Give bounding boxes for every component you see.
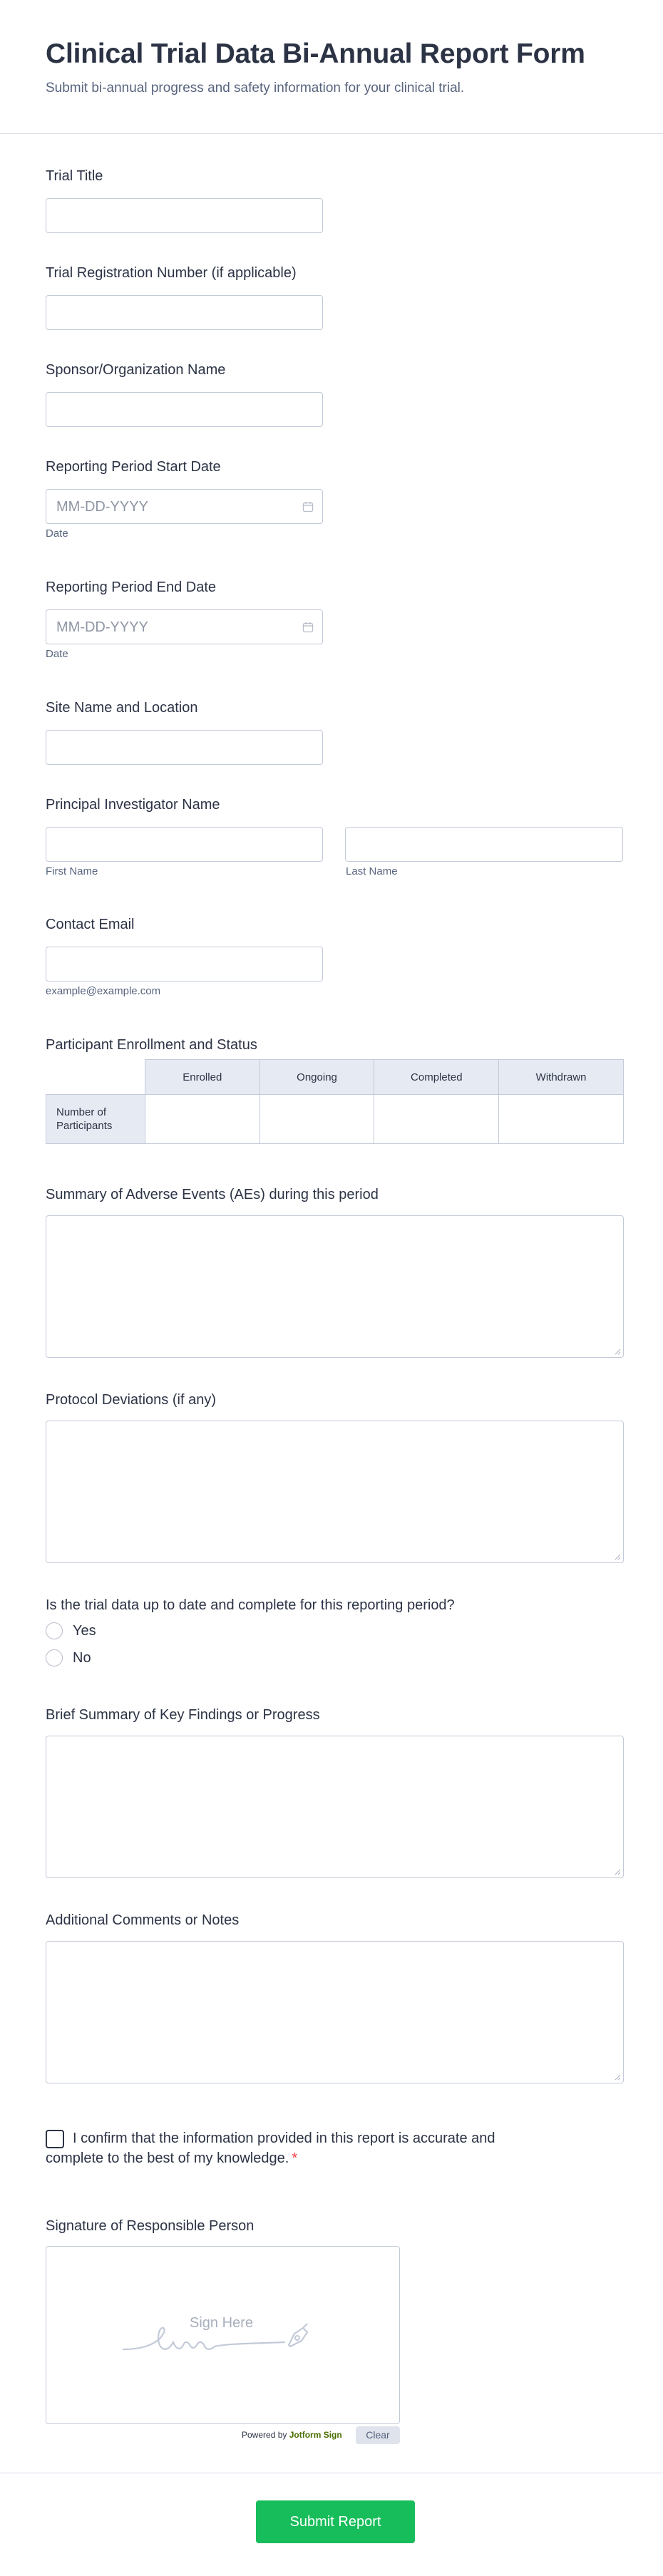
ongoing-cell-input[interactable]	[259, 1095, 374, 1144]
field-sponsor	[46, 361, 623, 378]
first-name-input[interactable]	[46, 827, 323, 862]
resize-handle-icon[interactable]	[614, 1553, 621, 1560]
field-data-complete	[46, 1597, 623, 1666]
consent-label[interactable]	[46, 2128, 495, 2168]
enrolled-cell-input[interactable]	[145, 1095, 259, 1144]
radio-no[interactable]	[46, 1649, 63, 1666]
signature-label: Signature of Responsible Person	[46, 2218, 255, 2234]
consent-line-1: I confirm that the information provided in this report is accurate and	[73, 2131, 495, 2146]
field-start-date	[46, 458, 623, 540]
field-email	[46, 916, 623, 997]
end-date-sublabel: Date	[46, 648, 68, 660]
trial-title-input[interactable]	[46, 198, 323, 233]
field-trial-title	[46, 168, 623, 185]
deviations-textarea[interactable]	[46, 1421, 624, 1563]
start-date-placeholder: MM-DD-YYYY	[56, 499, 148, 515]
option-yes[interactable]	[46, 1622, 96, 1639]
column-header-completed: Completed	[374, 1060, 499, 1095]
field-signature	[46, 2217, 623, 2441]
end-date-placeholder: MM-DD-YYYY	[56, 619, 148, 635]
row-header-line-1: Number of	[56, 1106, 107, 1118]
last-name-input[interactable]	[345, 827, 623, 862]
radio-yes[interactable]	[46, 1622, 63, 1639]
table-corner	[46, 1060, 145, 1095]
enrollment-table	[46, 1059, 624, 1144]
start-date-input[interactable]	[46, 489, 323, 524]
column-header-ongoing: Ongoing	[259, 1060, 374, 1095]
sponsor-label: Sponsor/Organization Name	[46, 362, 226, 378]
site-input[interactable]	[46, 730, 323, 765]
form-title: Clinical Trial Data Bi-Annual Report Form	[46, 38, 585, 69]
adverse-events-label: Summary of Adverse Events (AEs) during this period	[46, 1187, 379, 1202]
email-label: Contact Email	[46, 917, 135, 932]
consent-line-2: complete to the best of my knowledge.	[46, 2150, 289, 2166]
field-registration-number	[46, 264, 623, 282]
option-no[interactable]	[46, 1649, 91, 1666]
resize-handle-icon[interactable]	[614, 2073, 621, 2081]
field-comments	[46, 1912, 623, 1929]
field-adverse-events	[46, 1186, 623, 1203]
site-label: Site Name and Location	[46, 700, 198, 716]
column-header-withdrawn: Withdrawn	[499, 1060, 624, 1095]
powered-brand: Jotform Sign	[289, 2430, 342, 2440]
resize-handle-icon[interactable]	[614, 1868, 621, 1875]
investigator-label: Principal Investigator Name	[46, 797, 220, 813]
clear-signature-button[interactable]: Clear	[356, 2426, 400, 2444]
comments-textarea[interactable]	[46, 1941, 624, 2083]
option-yes-label[interactable]: Yes	[73, 1622, 96, 1639]
resize-handle-icon[interactable]	[614, 1348, 621, 1355]
form-header	[0, 0, 663, 134]
email-input[interactable]	[46, 947, 323, 982]
findings-label: Brief Summary of Key Findings or Progress	[46, 1707, 320, 1723]
field-end-date	[46, 579, 623, 660]
calendar-icon[interactable]	[302, 622, 314, 633]
start-date-label: Reporting Period Start Date	[46, 459, 221, 475]
calendar-icon[interactable]	[302, 501, 314, 512]
powered-by	[242, 2430, 342, 2440]
comments-label: Additional Comments or Notes	[46, 1912, 240, 1928]
enrollment-label: Participant Enrollment and Status	[46, 1037, 257, 1053]
signature-placeholder: Sign Here	[190, 2315, 253, 2331]
end-date-label: Reporting Period End Date	[46, 579, 217, 595]
row-header-participants	[46, 1095, 145, 1144]
sponsor-input[interactable]	[46, 392, 323, 427]
end-date-input[interactable]	[46, 609, 323, 644]
field-findings	[46, 1706, 623, 1724]
submit-button[interactable]: Submit Report	[256, 2500, 415, 2543]
consent-line-2-wrap	[46, 2148, 495, 2168]
signature-scribble-icon	[120, 2318, 334, 2361]
start-date-sublabel: Date	[46, 527, 68, 540]
form-subtitle: Submit bi-annual progress and safety information for your clinical trial.	[46, 81, 465, 96]
field-investigator	[46, 796, 623, 877]
column-header-enrolled: Enrolled	[145, 1060, 259, 1095]
signature-pad[interactable]	[46, 2246, 400, 2424]
data-complete-label: Is the trial data up to date and complete for this reporting period?	[46, 1597, 455, 1613]
deviations-label: Protocol Deviations (if any)	[46, 1392, 216, 1408]
required-mark: *	[292, 2150, 298, 2166]
option-no-label[interactable]: No	[73, 1649, 91, 1666]
powered-prefix: Powered by	[242, 2430, 287, 2440]
registration-number-label: Trial Registration Number (if applicable)	[46, 265, 297, 281]
completed-cell-input[interactable]	[374, 1095, 499, 1144]
findings-textarea[interactable]	[46, 1736, 624, 1878]
field-enrollment	[46, 1036, 623, 1132]
first-name-sublabel: First Name	[46, 865, 98, 877]
email-sublabel: example@example.com	[46, 985, 161, 997]
last-name-sublabel: Last Name	[346, 865, 398, 877]
row-header-line-2: Participants	[56, 1120, 113, 1132]
field-deviations	[46, 1391, 623, 1408]
field-site	[46, 699, 623, 716]
registration-number-input[interactable]	[46, 295, 323, 330]
trial-title-label: Trial Title	[46, 168, 103, 184]
adverse-events-textarea[interactable]	[46, 1215, 624, 1358]
withdrawn-cell-input[interactable]	[499, 1095, 624, 1144]
